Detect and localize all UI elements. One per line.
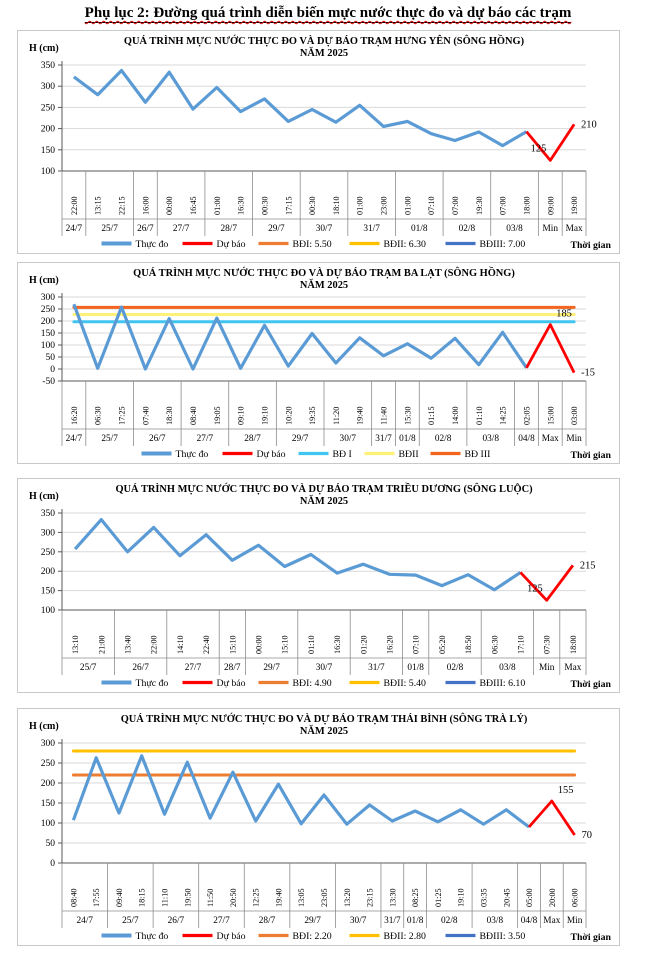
time-tick-label: 01:00 [355, 196, 365, 215]
legend-label: BĐI: 5.50 [292, 239, 332, 250]
time-tick-label: 03:00 [570, 406, 580, 425]
legend-label: Thực đo [135, 239, 169, 250]
time-tick-label: 08:40 [189, 406, 198, 425]
y-tick-label: 200 [40, 124, 55, 135]
date-group-label: Max [541, 434, 559, 444]
time-tick-label: 05:00 [525, 888, 535, 907]
date-group-label: 25/7 [122, 916, 139, 926]
time-tick-label: 09:40 [114, 888, 124, 907]
time-tick-label: 00:30 [260, 196, 270, 215]
y-tick-label: 300 [40, 82, 55, 93]
time-tick-label: 14:00 [451, 406, 460, 425]
legend-item [259, 678, 332, 689]
legend-label: Thực đo [135, 931, 169, 942]
legend-label: BĐIII: 6.10 [479, 678, 526, 689]
y-tick-label: -50 [42, 377, 55, 387]
y-axis-title: H (cm) [29, 721, 59, 732]
legend-item [446, 239, 526, 250]
point-label: 125 [530, 143, 547, 155]
y-tick-label: 0 [50, 859, 55, 869]
date-group-label: Min [542, 224, 559, 234]
date-group-label: 29/7 [304, 916, 321, 926]
y-tick-label: 350 [40, 61, 55, 71]
time-tick-label: 11:10 [160, 888, 170, 907]
y-tick-label: 200 [40, 779, 55, 789]
time-tick-label: 11:50 [206, 888, 216, 907]
time-tick-label: 22:00 [149, 635, 159, 654]
legend-item [102, 239, 169, 250]
time-tick-label: 01:00 [212, 196, 222, 215]
date-group-label: 04/8 [518, 434, 535, 444]
time-tick-label: 18:30 [165, 406, 175, 425]
time-tick-label: 19:35 [308, 406, 318, 425]
x-axis-title: Thời gian [570, 450, 611, 461]
time-tick-label: 13:10 [71, 635, 81, 654]
time-tick-label: 06:30 [93, 406, 103, 425]
y-tick-label: 350 [40, 509, 55, 519]
legend-item [350, 239, 427, 250]
time-tick-label: 15:10 [280, 635, 290, 654]
legend-item [350, 931, 427, 942]
legend-label: Dự báo [256, 449, 286, 460]
date-group-label: 01/8 [407, 663, 424, 673]
time-tick-label: 13:15 [93, 196, 103, 215]
x-axis-title: Thời gian [570, 240, 611, 251]
date-group-label: 29/7 [263, 663, 280, 673]
legend-item [183, 239, 246, 250]
date-group-label: Min [538, 663, 555, 673]
time-tick-label: 19:05 [212, 406, 222, 425]
time-tick-label: 13:30 [388, 888, 398, 907]
date-group-label: 29/7 [268, 224, 285, 234]
y-tick-label: 200 [40, 567, 55, 578]
observed-line [74, 71, 527, 146]
chart-canvas-1 [18, 263, 619, 463]
time-tick-label: 01:10 [306, 635, 316, 654]
point-label: 185 [556, 308, 572, 320]
date-group-label: Max [543, 916, 561, 926]
date-group-label: 25/7 [101, 434, 118, 444]
time-tick-label: 14:10 [175, 635, 185, 654]
y-tick-label: 50 [45, 839, 55, 849]
time-tick-label: 08:40 [69, 888, 79, 907]
time-tick-label: 16:30 [236, 196, 246, 215]
time-tick-label: 02:05 [522, 406, 532, 425]
legend-label: BĐII: 5.40 [383, 678, 426, 689]
chart-panel-trieu-duong [17, 478, 620, 693]
y-tick-label: 250 [40, 103, 55, 114]
time-tick-label: 17:55 [92, 888, 102, 907]
observed-line [75, 520, 520, 590]
y-tick-label: 100 [40, 167, 55, 177]
date-group-label: 27/7 [172, 224, 190, 234]
date-group-label: 27/7 [196, 434, 214, 444]
time-tick-label: 23:00 [379, 196, 389, 215]
time-tick-label: 16:00 [141, 196, 151, 215]
point-label: 210 [581, 119, 597, 131]
time-tick-label: 18:50 [464, 635, 474, 654]
time-tick-label: 07:30 [542, 635, 552, 654]
time-tick-label: 14:25 [498, 406, 508, 425]
legend-item [102, 678, 169, 689]
time-tick-label: 09:10 [236, 406, 246, 425]
time-tick-label: 18:00 [522, 196, 532, 215]
time-tick-label: 13:40 [123, 635, 133, 654]
time-tick-label: 19:30 [474, 196, 484, 215]
legend-label: Thực đo [175, 449, 209, 460]
time-tick-label: 06:00 [570, 888, 580, 907]
time-tick-label: 19:10 [456, 888, 466, 907]
chart-canvas-2 [18, 479, 619, 692]
date-group-label: 25/7 [79, 663, 97, 673]
date-group-label: 30/7 [349, 916, 367, 926]
time-tick-label: 11:20 [331, 406, 341, 425]
y-tick-label: 300 [40, 528, 55, 539]
time-tick-label: 20:45 [502, 888, 512, 907]
x-axis-title: Thời gian [570, 679, 611, 690]
date-group-label: 29/7 [291, 434, 309, 444]
time-tick-label: 01:15 [427, 406, 437, 425]
y-axis-title: H (cm) [29, 491, 59, 502]
date-group-label: Min [566, 916, 583, 926]
y-tick-label: 200 [40, 317, 55, 327]
legend-item [142, 449, 209, 460]
legend-item [259, 931, 332, 942]
chart-title: QUÁ TRÌNH MỰC NƯỚC THỰC ĐO VÀ DỰ BÁO TRẠM THÁI BÌNH (SÔNG TRÀ LÝ) [120, 714, 528, 725]
legend-item [183, 678, 246, 689]
date-group-label: 01/8 [399, 434, 416, 444]
time-tick-label: 18:10 [331, 196, 341, 215]
time-tick-label: 13:05 [297, 888, 307, 907]
time-tick-label: 19:40 [355, 406, 365, 425]
y-tick-label: 300 [40, 739, 55, 749]
time-tick-label: 22:40 [202, 635, 212, 654]
date-group-label: 03/8 [499, 663, 516, 673]
date-group-label: 01/8 [411, 224, 428, 234]
y-tick-label: 100 [40, 819, 55, 829]
time-tick-label: 22:00 [69, 196, 79, 215]
date-group-label: 30/7 [315, 663, 333, 673]
date-group-label: 26/7 [137, 224, 154, 234]
time-tick-label: 15:00 [546, 406, 556, 425]
y-tick-label: 150 [40, 145, 55, 156]
point-label: 155 [557, 785, 574, 796]
legend-label: BĐIII: 7.00 [479, 239, 526, 250]
chart-title: QUÁ TRÌNH MỰC NƯỚC THỰC ĐO VÀ DỰ BÁO TRẠM TRIỀU DƯƠNG (SÔNG LUỘC) [115, 484, 533, 495]
time-tick-label: 17:25 [117, 406, 127, 425]
y-tick-label: 250 [40, 547, 55, 558]
legend-label: BĐII: 6.30 [383, 239, 426, 250]
page-title [0, 5, 656, 22]
time-tick-label: 23:05 [320, 888, 329, 907]
y-tick-label: 150 [40, 586, 55, 597]
date-group-label: 26/7 [167, 916, 185, 926]
time-tick-label: 00:00 [254, 635, 264, 654]
point-label: -15 [581, 367, 595, 379]
date-group-label: 24/7 [76, 916, 94, 926]
time-tick-label: 07:10 [411, 635, 421, 654]
chart-subtitle: NĂM 2025 [299, 280, 349, 291]
time-tick-label: 05:20 [437, 635, 447, 654]
legend-item [102, 931, 169, 942]
legend-label: BĐII [398, 449, 419, 460]
time-tick-label: 12:25 [251, 888, 261, 907]
legend-label: BĐ III [464, 449, 491, 460]
y-axis-title: H (cm) [29, 275, 59, 286]
chart-panel-thai-binh [17, 708, 620, 946]
point-label: 125 [527, 583, 543, 595]
time-tick-label: 22:15 [117, 196, 127, 215]
date-group-label: 28/7 [220, 224, 237, 234]
date-group-label: 28/7 [224, 663, 241, 673]
date-group-label: 31/7 [363, 224, 380, 234]
legend-label: BĐ I [332, 449, 352, 460]
date-group-label: 02/8 [458, 224, 476, 234]
x-axis-title: Thời gian [570, 932, 611, 943]
y-tick-label: 150 [40, 799, 55, 809]
legend-item [350, 678, 427, 689]
time-tick-label: 20:50 [228, 888, 238, 907]
date-group-label: 27/7 [213, 916, 230, 926]
date-group-label: 28/7 [258, 916, 276, 926]
legend-item [299, 449, 352, 460]
chart-canvas-0 [18, 31, 619, 253]
date-group-label: 26/7 [149, 434, 166, 444]
time-tick-label: 19:10 [260, 406, 270, 425]
legend-label: BĐII: 2.80 [383, 931, 426, 942]
chart-subtitle: NĂM 2025 [299, 496, 349, 507]
time-tick-label: 17:15 [284, 196, 294, 215]
y-tick-label: 50 [45, 353, 55, 363]
time-tick-label: 09:00 [546, 196, 556, 215]
time-tick-label: 07:10 [427, 196, 437, 215]
time-tick-label: 15:30 [403, 406, 413, 425]
y-tick-label: 250 [40, 759, 55, 769]
time-tick-label: 01:20 [359, 635, 369, 654]
time-tick-label: 18:00 [568, 635, 578, 654]
time-tick-label: 17:10 [516, 635, 526, 654]
legend-item [446, 678, 526, 689]
date-group-label: 31/7 [375, 434, 392, 444]
time-tick-label: 10:20 [284, 406, 294, 425]
time-tick-label: 00:00 [165, 196, 175, 215]
date-group-label: 31/7 [384, 916, 401, 926]
date-group-label: 03/8 [506, 224, 523, 234]
legend-item [431, 449, 491, 460]
y-tick-label: 250 [40, 305, 55, 315]
legend-item [183, 931, 246, 942]
legend-item [259, 239, 332, 250]
legend-item [446, 931, 526, 942]
date-group-label: 04/8 [520, 916, 538, 926]
date-group-label: 03/8 [482, 434, 499, 444]
forecast-line [529, 801, 575, 835]
time-tick-label: 07:00 [451, 196, 460, 215]
time-tick-label: 23:15 [365, 888, 375, 907]
chart-subtitle: NĂM 2025 [299, 726, 349, 737]
legend-label: BĐI: 2.20 [292, 931, 332, 942]
time-tick-label: 15:10 [228, 635, 238, 654]
legend-label: Dự báo [216, 239, 246, 250]
forecast-line [527, 124, 575, 160]
forecast-line [527, 325, 575, 373]
time-tick-label: 16:20 [385, 635, 395, 654]
chart-panel-ba-lat [17, 262, 620, 464]
y-tick-label: 100 [40, 606, 55, 616]
date-group-label: Min [566, 434, 582, 444]
date-group-label: Max [564, 663, 582, 673]
time-tick-label: 01:10 [474, 406, 484, 425]
date-group-label: 03/8 [486, 916, 504, 926]
point-label: 70 [581, 830, 592, 841]
chart-panel-hung-yen [17, 30, 620, 254]
date-group-label: 30/7 [339, 434, 357, 444]
y-tick-label: 0 [50, 365, 55, 375]
time-tick-label: 00:30 [308, 196, 318, 215]
chart-subtitle: NĂM 2025 [299, 48, 349, 59]
legend-label: Dự báo [216, 678, 246, 689]
legend-item [223, 449, 286, 460]
y-tick-label: 300 [40, 293, 55, 303]
time-tick-label: 18:15 [137, 888, 147, 907]
time-tick-label: 16:45 [189, 196, 198, 215]
date-group-label: 31/7 [368, 663, 385, 673]
time-tick-label: 13:20 [342, 888, 352, 907]
date-group-label: Max [565, 224, 583, 234]
observed-line [73, 756, 529, 827]
time-tick-label: 21:00 [97, 635, 107, 654]
time-tick-label: 16:30 [333, 635, 343, 654]
date-group-label: 25/7 [101, 224, 118, 234]
legend-label: BĐIII: 3.50 [479, 931, 526, 942]
time-tick-label: 06:30 [490, 635, 500, 654]
time-tick-label: 19:50 [183, 888, 193, 907]
time-tick-label: 01:25 [433, 888, 443, 907]
time-tick-label: 08:25 [411, 888, 421, 907]
y-tick-label: 100 [40, 341, 55, 351]
legend-item [365, 449, 419, 460]
legend-label: Thực đo [135, 678, 169, 689]
chart-canvas-3 [18, 709, 619, 945]
time-tick-label: 07:40 [141, 406, 151, 425]
time-tick-label: 03:35 [479, 888, 489, 907]
date-group-label: 02/8 [446, 663, 464, 673]
time-tick-label: 16:20 [69, 406, 79, 425]
time-tick-label: 11:40 [379, 406, 389, 425]
time-tick-label: 07:00 [498, 196, 508, 215]
date-group-label: 01/8 [406, 916, 424, 926]
time-tick-label: 01:00 [403, 196, 413, 215]
time-tick-label: 19:40 [274, 888, 284, 907]
chart-title: QUÁ TRÌNH MỰC NƯỚC THỰC ĐO VÀ DỰ BÁO TRẠM HƯNG YÊN (SÔNG HỒNG) [123, 36, 525, 47]
point-label: 215 [579, 560, 596, 572]
legend-label: BĐI: 4.90 [292, 678, 332, 689]
chart-title: QUÁ TRÌNH MỰC NƯỚC THỰC ĐO VÀ DỰ BÁO TRẠM BA LẠT (SÔNG HỒNG) [133, 268, 515, 279]
page-title-text: Phụ lục 2: Đường quá trình diễn biến mực nước thực đo và dự báo các trạm [84, 5, 572, 21]
time-tick-label: 19:00 [570, 196, 580, 215]
y-axis-title: H (cm) [29, 43, 59, 54]
time-tick-label: 20:00 [547, 888, 557, 907]
date-group-label: 02/8 [441, 916, 458, 926]
date-group-label: 02/8 [434, 434, 452, 444]
y-tick-label: 150 [40, 329, 55, 339]
date-group-label: 30/7 [315, 224, 333, 234]
date-group-label: 24/7 [65, 224, 83, 234]
date-group-label: 27/7 [184, 663, 202, 673]
date-group-label: 24/7 [65, 434, 83, 444]
date-group-label: 28/7 [244, 434, 261, 444]
legend-label: Dự báo [216, 931, 246, 942]
date-group-label: 26/7 [132, 663, 149, 673]
